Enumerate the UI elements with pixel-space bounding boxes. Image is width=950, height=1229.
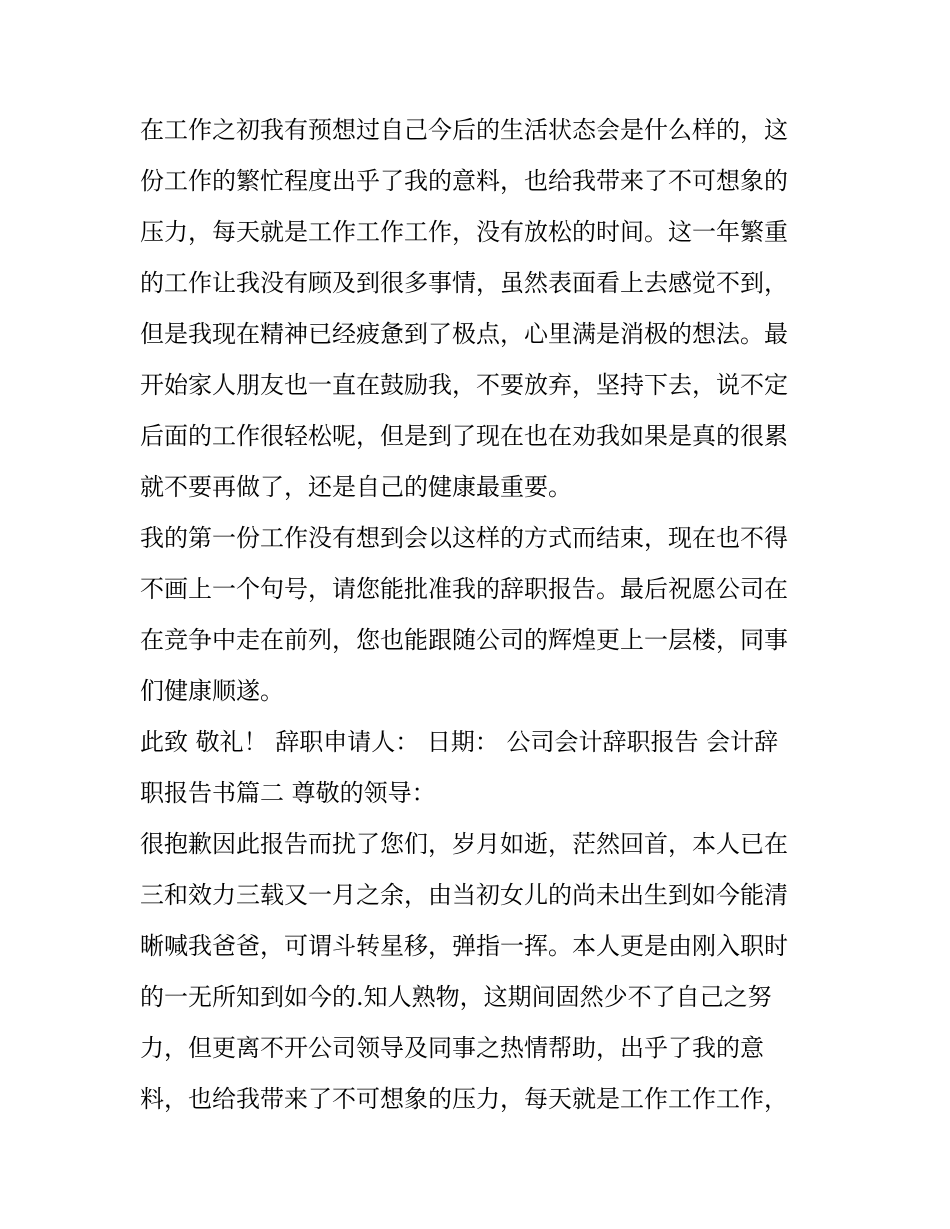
text-line: 但是我现在精神已经疲惫到了极点，心里满是消极的想法。最 (140, 320, 788, 348)
text-line: 压力，每天就是工作工作工作，没有放松的时间。这一年繁重 (140, 218, 788, 246)
text-line: 后面的工作很轻松呢，但是到了现在也在劝我如果是真的很累 (140, 422, 788, 450)
text-line: 职报告书篇二 尊敬的领导： (140, 779, 436, 807)
text-line: 的工作让我没有顾及到很多事情，虽然表面看上去感觉不到， (140, 269, 788, 297)
document-body (140, 105, 812, 1125)
text-line: 料，也给我带来了不可想象的压力，每天就是工作工作工作， (140, 1085, 788, 1113)
text-line: 份工作的繁忙程度出乎了我的意料，也给我带来了不可想象的 (140, 167, 788, 195)
text-line: 不画上一个句号，请您能批准我的辞职报告。最后祝愿公司在 (140, 575, 788, 603)
text-line: 在竞争中走在前列，您也能跟随公司的辉煌更上一层楼，同事 (140, 626, 788, 654)
text-line: 的一无所知到如今的.知人熟物，这期间固然少不了自己之努 (140, 983, 772, 1011)
text-line: 此致 敬礼！ 辞职申请人： 日期： 公司会计辞职报告 会计辞 (140, 728, 779, 756)
text-line: 们健康顺遂。 (140, 677, 284, 705)
text-line: 很抱歉因此报告而扰了您们，岁月如逝，茫然回首，本人已在 (140, 830, 788, 858)
text-line: 晰喊我爸爸，可谓斗转星移，弹指一挥。本人更是由刚入职时 (140, 932, 788, 960)
text-line: 开始家人朋友也一直在鼓励我，不要放弃，坚持下去，说不定 (140, 371, 788, 399)
text-line: 三和效力三载又一月之余，由当初女儿的尚未出生到如今能清 (140, 881, 788, 909)
text-line: 力，但更离不开公司领导及同事之热情帮助，出乎了我的意 (140, 1034, 764, 1062)
text-line: 在工作之初我有预想过自己今后的生活状态会是什么样的，这 (140, 116, 788, 144)
text-line: 就不要再做了，还是自己的健康最重要。 (140, 473, 572, 501)
text-line: 我的第一份工作没有想到会以这样的方式而结束，现在也不得 (140, 524, 788, 552)
